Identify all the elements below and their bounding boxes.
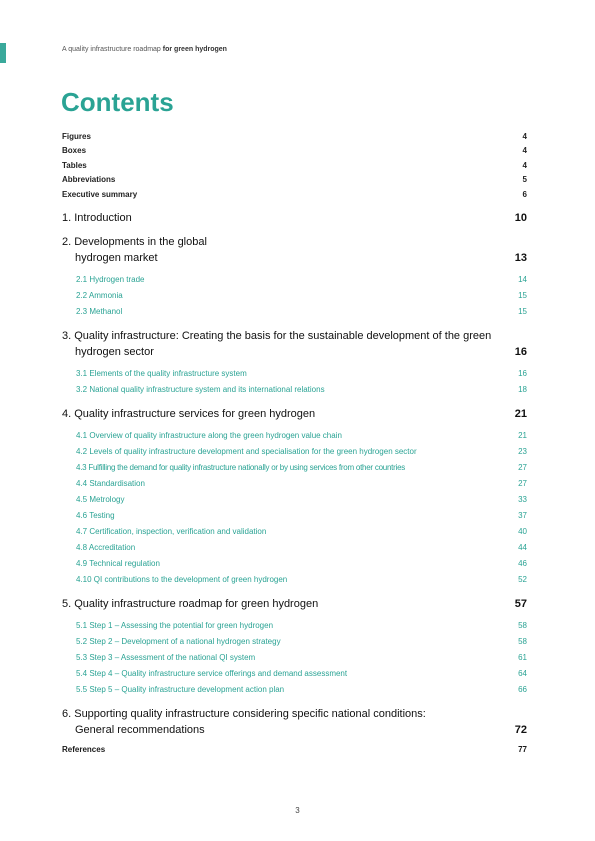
toc-section-page: 15	[518, 306, 527, 316]
toc-section-label: 2.2 Ammonia	[76, 290, 123, 300]
toc-section-label: 5.2 Step 2 – Development of a national hydrogen strategy	[76, 636, 281, 646]
toc-section-4-1[interactable]	[62, 428, 527, 444]
toc-section-label: 4.2 Levels of quality infrastructure development and specialisation for the green hydrogen sector	[76, 446, 417, 456]
toc-page: 4	[522, 146, 527, 155]
toc-section-page: 61	[518, 652, 527, 662]
toc-section-5-5[interactable]	[62, 682, 527, 698]
toc-entry-executive-summary[interactable]	[62, 187, 527, 202]
toc-label: References	[62, 744, 106, 754]
toc-section-label: 5.5 Step 5 – Quality infrastructure development action plan	[76, 684, 285, 694]
toc-page: 77	[518, 744, 527, 754]
toc-entry-abbreviations[interactable]	[62, 173, 527, 188]
toc-chapter-label: 2. Developments in the global hydrogen market	[62, 235, 207, 264]
toc-section-page: 14	[518, 274, 527, 284]
toc-page: 6	[522, 189, 527, 199]
toc-chapter-page: 72	[514, 723, 527, 736]
toc-chapter-label: 4. Quality infrastructure services for green hydrogen	[62, 407, 316, 420]
page-number: 3	[295, 806, 300, 815]
toc-section-5-2[interactable]	[62, 634, 527, 650]
toc-section-label: 3.2 National quality infrastructure system and its international relations	[76, 384, 325, 394]
toc-chapter-label: 3. Quality infrastructure: Creating the basis for the sustainable development of the green hydrogen sector	[62, 329, 492, 358]
toc-section-page: 18	[518, 384, 527, 394]
toc-section-label: 4.8 Accreditation	[76, 542, 136, 552]
toc-section-3-1[interactable]	[62, 366, 527, 382]
toc-section-2-3[interactable]	[62, 304, 527, 320]
toc-section-page: 64	[518, 668, 527, 678]
toc-section-3-2[interactable]	[62, 382, 527, 398]
toc-section-5-3[interactable]	[62, 650, 527, 666]
toc-page: 5	[522, 175, 527, 184]
toc-chapter-page: 21	[514, 407, 527, 420]
toc-chapter-label: 1. Introduction	[62, 211, 132, 224]
toc-section-page: 27	[518, 478, 527, 488]
toc-entry-boxes[interactable]	[62, 144, 527, 159]
running-header-prefix: A quality infrastructure roadmap	[62, 46, 161, 53]
toc-chapter-2[interactable]	[62, 234, 527, 266]
toc-section-page: 40	[518, 526, 527, 536]
toc-chapter-4[interactable]	[62, 406, 527, 422]
toc-section-label: 5.4 Step 4 – Quality infrastructure service offerings and demand assessment	[76, 668, 348, 678]
toc-section-4-9[interactable]	[62, 556, 527, 572]
toc-label: Tables	[62, 160, 87, 170]
toc-section-label: 2.1 Hydrogen trade	[76, 274, 145, 284]
toc-label: Abbreviations	[62, 175, 116, 184]
toc-chapter-3[interactable]	[62, 328, 527, 360]
toc-section-4-6[interactable]	[62, 508, 527, 524]
toc-section-page: 27	[518, 462, 527, 472]
toc-entry-references[interactable]	[62, 742, 527, 757]
toc-section-page: 44	[518, 542, 527, 552]
toc-section-5-4[interactable]	[62, 666, 527, 682]
toc-entry-tables[interactable]	[62, 158, 527, 173]
toc-section-4-4[interactable]	[62, 476, 527, 492]
toc-section-page: 33	[518, 494, 527, 504]
toc-label: Boxes	[62, 146, 87, 155]
toc-page: 4	[522, 160, 527, 170]
toc-label: Executive summary	[62, 189, 138, 199]
toc-section-label: 4.6 Testing	[76, 510, 115, 520]
toc-section-page: 52	[518, 574, 527, 584]
toc-section-2-1[interactable]	[62, 272, 527, 288]
toc-section-page: 16	[518, 368, 527, 378]
toc-chapter-label: 5. Quality infrastructure roadmap for green hydrogen	[62, 597, 319, 610]
toc-section-label: 5.3 Step 3 – Assessment of the national QI system	[76, 652, 256, 662]
toc-section-4-2[interactable]	[62, 444, 527, 460]
toc-section-label: 4.3 Fulfilling the demand for quality infrastructure nationally or by using services from other countries	[76, 462, 406, 472]
toc-section-label: 4.5 Metrology	[76, 494, 125, 504]
toc-chapter-5[interactable]	[62, 596, 527, 612]
toc-section-page: 58	[518, 620, 527, 630]
toc-section-label: 4.7 Certification, inspection, verification and validation	[76, 526, 267, 536]
toc-label: Figures	[62, 131, 91, 141]
toc-section-page: 46	[518, 558, 527, 568]
toc-section-4-7[interactable]	[62, 524, 527, 540]
toc-section-label: 4.10 QI contributions to the development of green hydrogen	[76, 574, 288, 584]
toc-chapter-6[interactable]	[62, 706, 527, 738]
toc-section-2-2[interactable]	[62, 288, 527, 304]
toc-section-4-8[interactable]	[62, 540, 527, 556]
section-marker	[0, 43, 6, 63]
toc-entry-figures[interactable]	[62, 129, 527, 144]
toc-chapter-page: 16	[514, 345, 527, 358]
toc-section-4-5[interactable]	[62, 492, 527, 508]
toc-section-4-10[interactable]	[62, 572, 527, 588]
toc-section-label: 5.1 Step 1 – Assessing the potential for green hydrogen	[76, 620, 274, 630]
toc-section-label: 3.1 Elements of the quality infrastructure system	[76, 368, 247, 378]
toc-section-4-3[interactable]	[62, 460, 527, 476]
toc-chapter-label: 6. Supporting quality infrastructure considering specific national conditions: General recommendations	[62, 707, 426, 736]
toc-chapter-page: 57	[514, 597, 527, 610]
toc-section-page: 66	[518, 684, 527, 694]
page-title: Contents	[61, 87, 174, 117]
toc-section-page: 58	[518, 636, 527, 646]
toc-chapter-page: 13	[514, 251, 527, 264]
toc-section-label: 2.3 Methanol	[76, 306, 123, 316]
toc-section-page: 23	[518, 446, 527, 456]
toc-chapter-page: 10	[514, 211, 527, 224]
toc-section-page: 15	[518, 290, 527, 300]
toc-section-page: 21	[518, 430, 527, 440]
toc-section-label: 4.4 Standardisation	[76, 478, 145, 488]
running-header-emphasis: for green hydrogen	[162, 46, 227, 53]
running-header	[62, 46, 227, 53]
toc-section-label: 4.9 Technical regulation	[76, 558, 160, 568]
toc-chapter-1[interactable]	[62, 210, 527, 226]
toc-section-label: 4.1 Overview of quality infrastructure along the green hydrogen value chain	[76, 430, 342, 440]
table-of-contents	[62, 129, 527, 757]
toc-page: 4	[522, 131, 527, 141]
toc-section-page: 37	[518, 510, 527, 520]
toc-section-5-1[interactable]	[62, 618, 527, 634]
